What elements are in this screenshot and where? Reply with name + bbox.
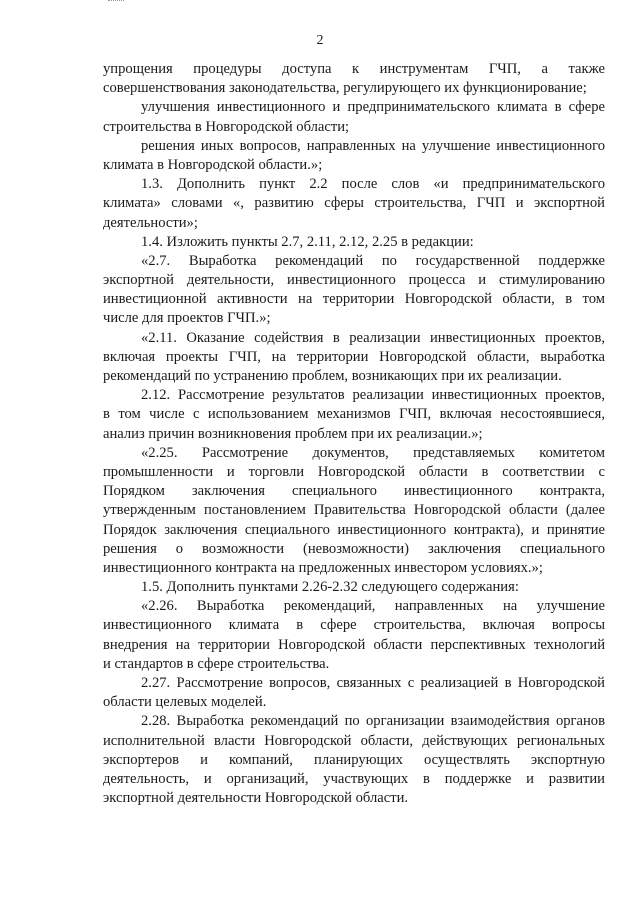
text-line: экспортеров и компаний, планирующих осуществлять экспортную (103, 751, 605, 768)
page-number: 2 (316, 33, 324, 48)
text-line: рекомендаций по устранению проблем, возникающих при их реализации. (103, 368, 562, 384)
text-line: Порядком заключения специального инвестиционного контракта, (103, 483, 605, 500)
text-line: «2.26. Выработка рекомендаций, направленных на улучшение (141, 598, 605, 615)
text-line: решения о возможности (невозможности) заключения специального (103, 540, 605, 557)
text-line: и стандартов в сфере строительства. (103, 655, 330, 672)
scan-artifact-mark (108, 0, 124, 4)
text-line: решения иных вопросов, направленных на улучшение инвестиционного (141, 137, 605, 154)
text-line: промышленности и торговли Новгородской области в соответствии с (103, 463, 605, 480)
text-line: 2.12. Рассмотрение результатов реализации инвестиционных проектов, (141, 387, 605, 404)
text-line: «2.11. Оказание содействия в реализации инвестиционных проектов, (141, 329, 605, 346)
text-line: 2.28. Выработка рекомендаций по организации взаимодействия органов (141, 713, 605, 730)
text-line: экспортной деятельности, инвестиционного процесса и стимулированию (103, 272, 605, 289)
text-line: деятельность, и организаций, участвующих в поддержке и развитии (103, 770, 605, 787)
text-line: области целевых моделей. (103, 694, 267, 711)
text-line: 1.4. Изложить пункты 2.7, 2.11, 2.12, 2.25 в редакции: (141, 233, 474, 250)
document-body (103, 60, 605, 808)
text-line: 1.5. Дополнить пунктами 2.26-2.32 следующего содержания: (141, 579, 519, 596)
text-line: деятельности»; (103, 214, 198, 231)
text-line: улучшения инвестиционного и предпринимательского климата в сфере (141, 99, 605, 116)
text-line: «2.25. Рассмотрение документов, представляемых комитетом (141, 444, 605, 461)
text-line: инвестиционной активности на территории Новгородской области, в том (103, 291, 605, 308)
text-line: 1.3. Дополнить пункт 2.2 после слов «и предпринимательского (141, 176, 605, 193)
text-line: числе для проектов ГЧП.»; (103, 310, 271, 327)
text-line: 2.27. Рассмотрение вопросов, связанных с реализацией в Новгородской (141, 675, 605, 691)
text-line: утвержденным постановлением Правительства Новгородской области (далее (103, 502, 605, 519)
text-line: анализ причин возникновения проблем при их реализации.»; (103, 425, 483, 442)
text-line: включая проекты ГЧП, на территории Новгородской области, выработка (103, 348, 605, 365)
text-line: Порядок заключения специального инвестиционного контракта), и принятие (103, 521, 605, 538)
text-line: «2.7. Выработка рекомендаций по государственной поддержке (141, 252, 605, 269)
text-line: внедрения на территории Новгородской области перспективных технологий (103, 636, 605, 653)
text-line: упрощения процедуры доступа к инструментам ГЧП, а также (103, 61, 605, 77)
text-line: экспортной деятельности Новгородской области. (103, 790, 409, 807)
text-line: строительства в Новгородской области; (103, 118, 350, 135)
text-line: в том числе с использованием механизмов ГЧП, включая несостоявшиеся, (103, 406, 605, 423)
text-line: климата в Новгородской области.»; (103, 156, 323, 173)
text-line: климата» словами «, развитию сферы строительства, ГЧП и экспортной (103, 195, 605, 212)
text-line: инвестиционного климата в сфере строительства, включая вопросы (103, 617, 605, 634)
text-line: совершенствования законодательства, регулирующего их функционирование; (103, 80, 587, 97)
text-line: инвестиционного контракта на предложенных инвестором условиях.»; (103, 559, 543, 576)
text-line: исполнительной власти Новгородской области, действующих региональных (103, 732, 605, 749)
